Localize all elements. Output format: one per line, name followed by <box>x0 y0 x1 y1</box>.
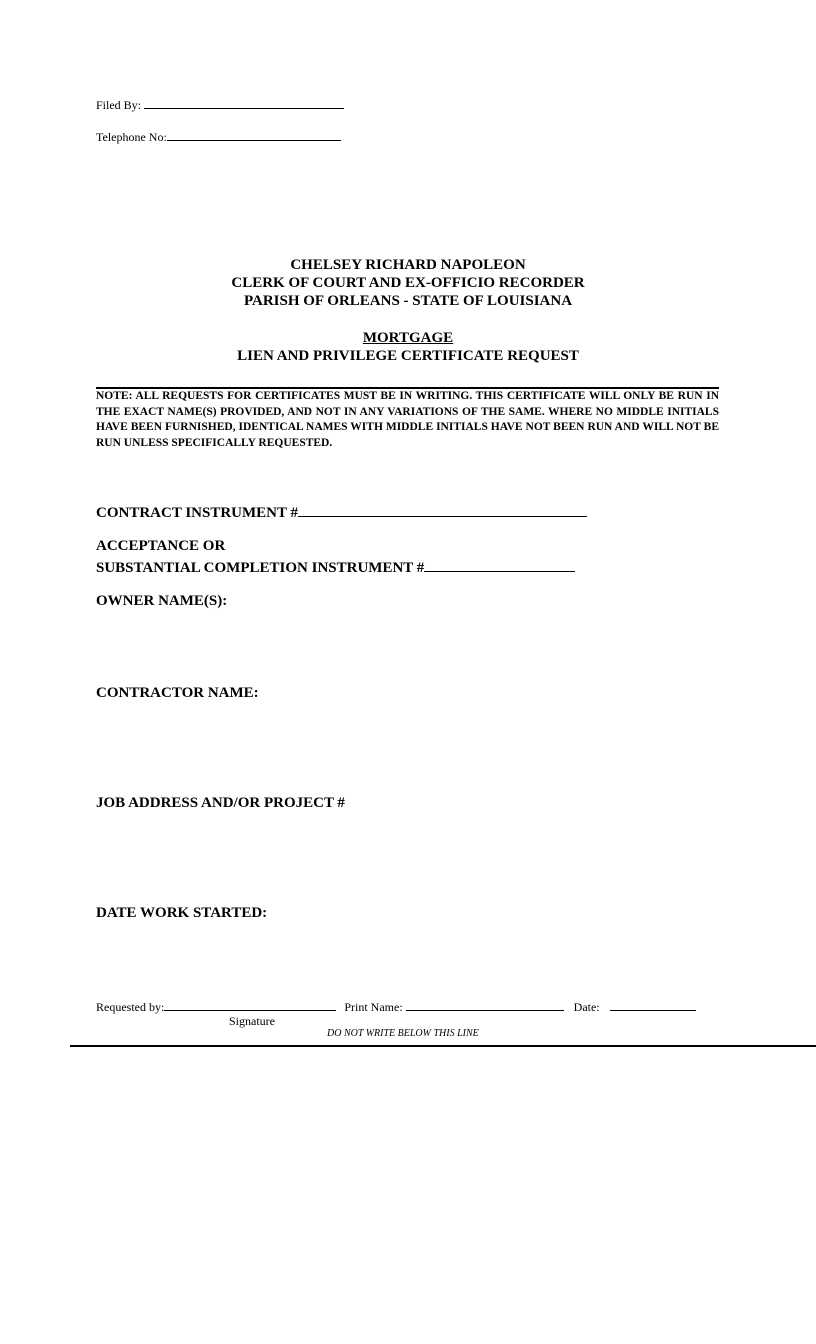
requested-by-field[interactable] <box>164 998 336 1011</box>
title-block <box>0 256 816 310</box>
filed-by-label: Filed By: <box>96 98 142 112</box>
signature-caption: Signature <box>229 1014 275 1028</box>
doc-type: MORTGAGE <box>362 330 454 346</box>
acceptance-instrument-field[interactable] <box>424 556 575 572</box>
clerk-name: CHELSEY RICHARD NAPOLEON <box>290 257 526 273</box>
filed-by-field[interactable] <box>144 96 344 109</box>
date-work-started-label: DATE WORK STARTED: <box>96 905 268 921</box>
contractor-name-label: CONTRACTOR NAME: <box>96 685 259 701</box>
telephone-field[interactable] <box>167 128 341 141</box>
requested-by-row <box>96 998 696 1015</box>
telephone-label: Telephone No: <box>96 130 167 144</box>
document-title <box>0 329 816 365</box>
do-not-write-notice: DO NOT WRITE BELOW THIS LINE <box>327 1028 479 1039</box>
requirements-note: NOTE: ALL REQUESTS FOR CERTIFICATES MUST BE IN WRITING. THIS CERTIFICATE WILL ONLY BE RUN IN THE EXACT NAME(S) PROVIDED, AND NOT IN ANY VARIATIONS OF THE SAME. WHERE NO MIDDLE INITIALS HAVE BEEN FURNISHED, IDENTICAL NAMES WITH MIDDLE INITIALS HAVE NOT BEEN RUN AND WILL NOT BE RUN UNLESS SPECIFICALLY REQUESTED. <box>96 387 719 451</box>
telephone-row <box>96 128 341 145</box>
print-name-field[interactable] <box>406 998 564 1011</box>
cutoff-divider <box>70 1045 816 1047</box>
acceptance-label-line2: SUBSTANTIAL COMPLETION INSTRUMENT # <box>96 560 425 576</box>
requested-by-label: Requested by: <box>96 1000 165 1014</box>
contract-instrument-row <box>96 501 587 522</box>
owner-names-label: OWNER NAME(S): <box>96 593 228 609</box>
parish-state: PARISH OF ORLEANS - STATE OF LOUISIANA <box>243 293 573 309</box>
print-name-label: Print Name: <box>344 1000 403 1014</box>
contract-instrument-field[interactable] <box>298 501 587 517</box>
acceptance-row <box>96 556 575 577</box>
date-label: Date: <box>573 1000 600 1014</box>
job-address-label: JOB ADDRESS AND/OR PROJECT # <box>96 795 345 811</box>
acceptance-label-line1: ACCEPTANCE OR <box>96 538 226 554</box>
filed-by-row <box>96 96 344 113</box>
clerk-title: CLERK OF COURT AND EX-OFFICIO RECORDER <box>231 275 585 291</box>
contract-instrument-label: CONTRACT INSTRUMENT # <box>96 505 298 521</box>
date-field[interactable] <box>610 998 696 1011</box>
doc-subtitle: LIEN AND PRIVILEGE CERTIFICATE REQUEST <box>237 348 579 364</box>
